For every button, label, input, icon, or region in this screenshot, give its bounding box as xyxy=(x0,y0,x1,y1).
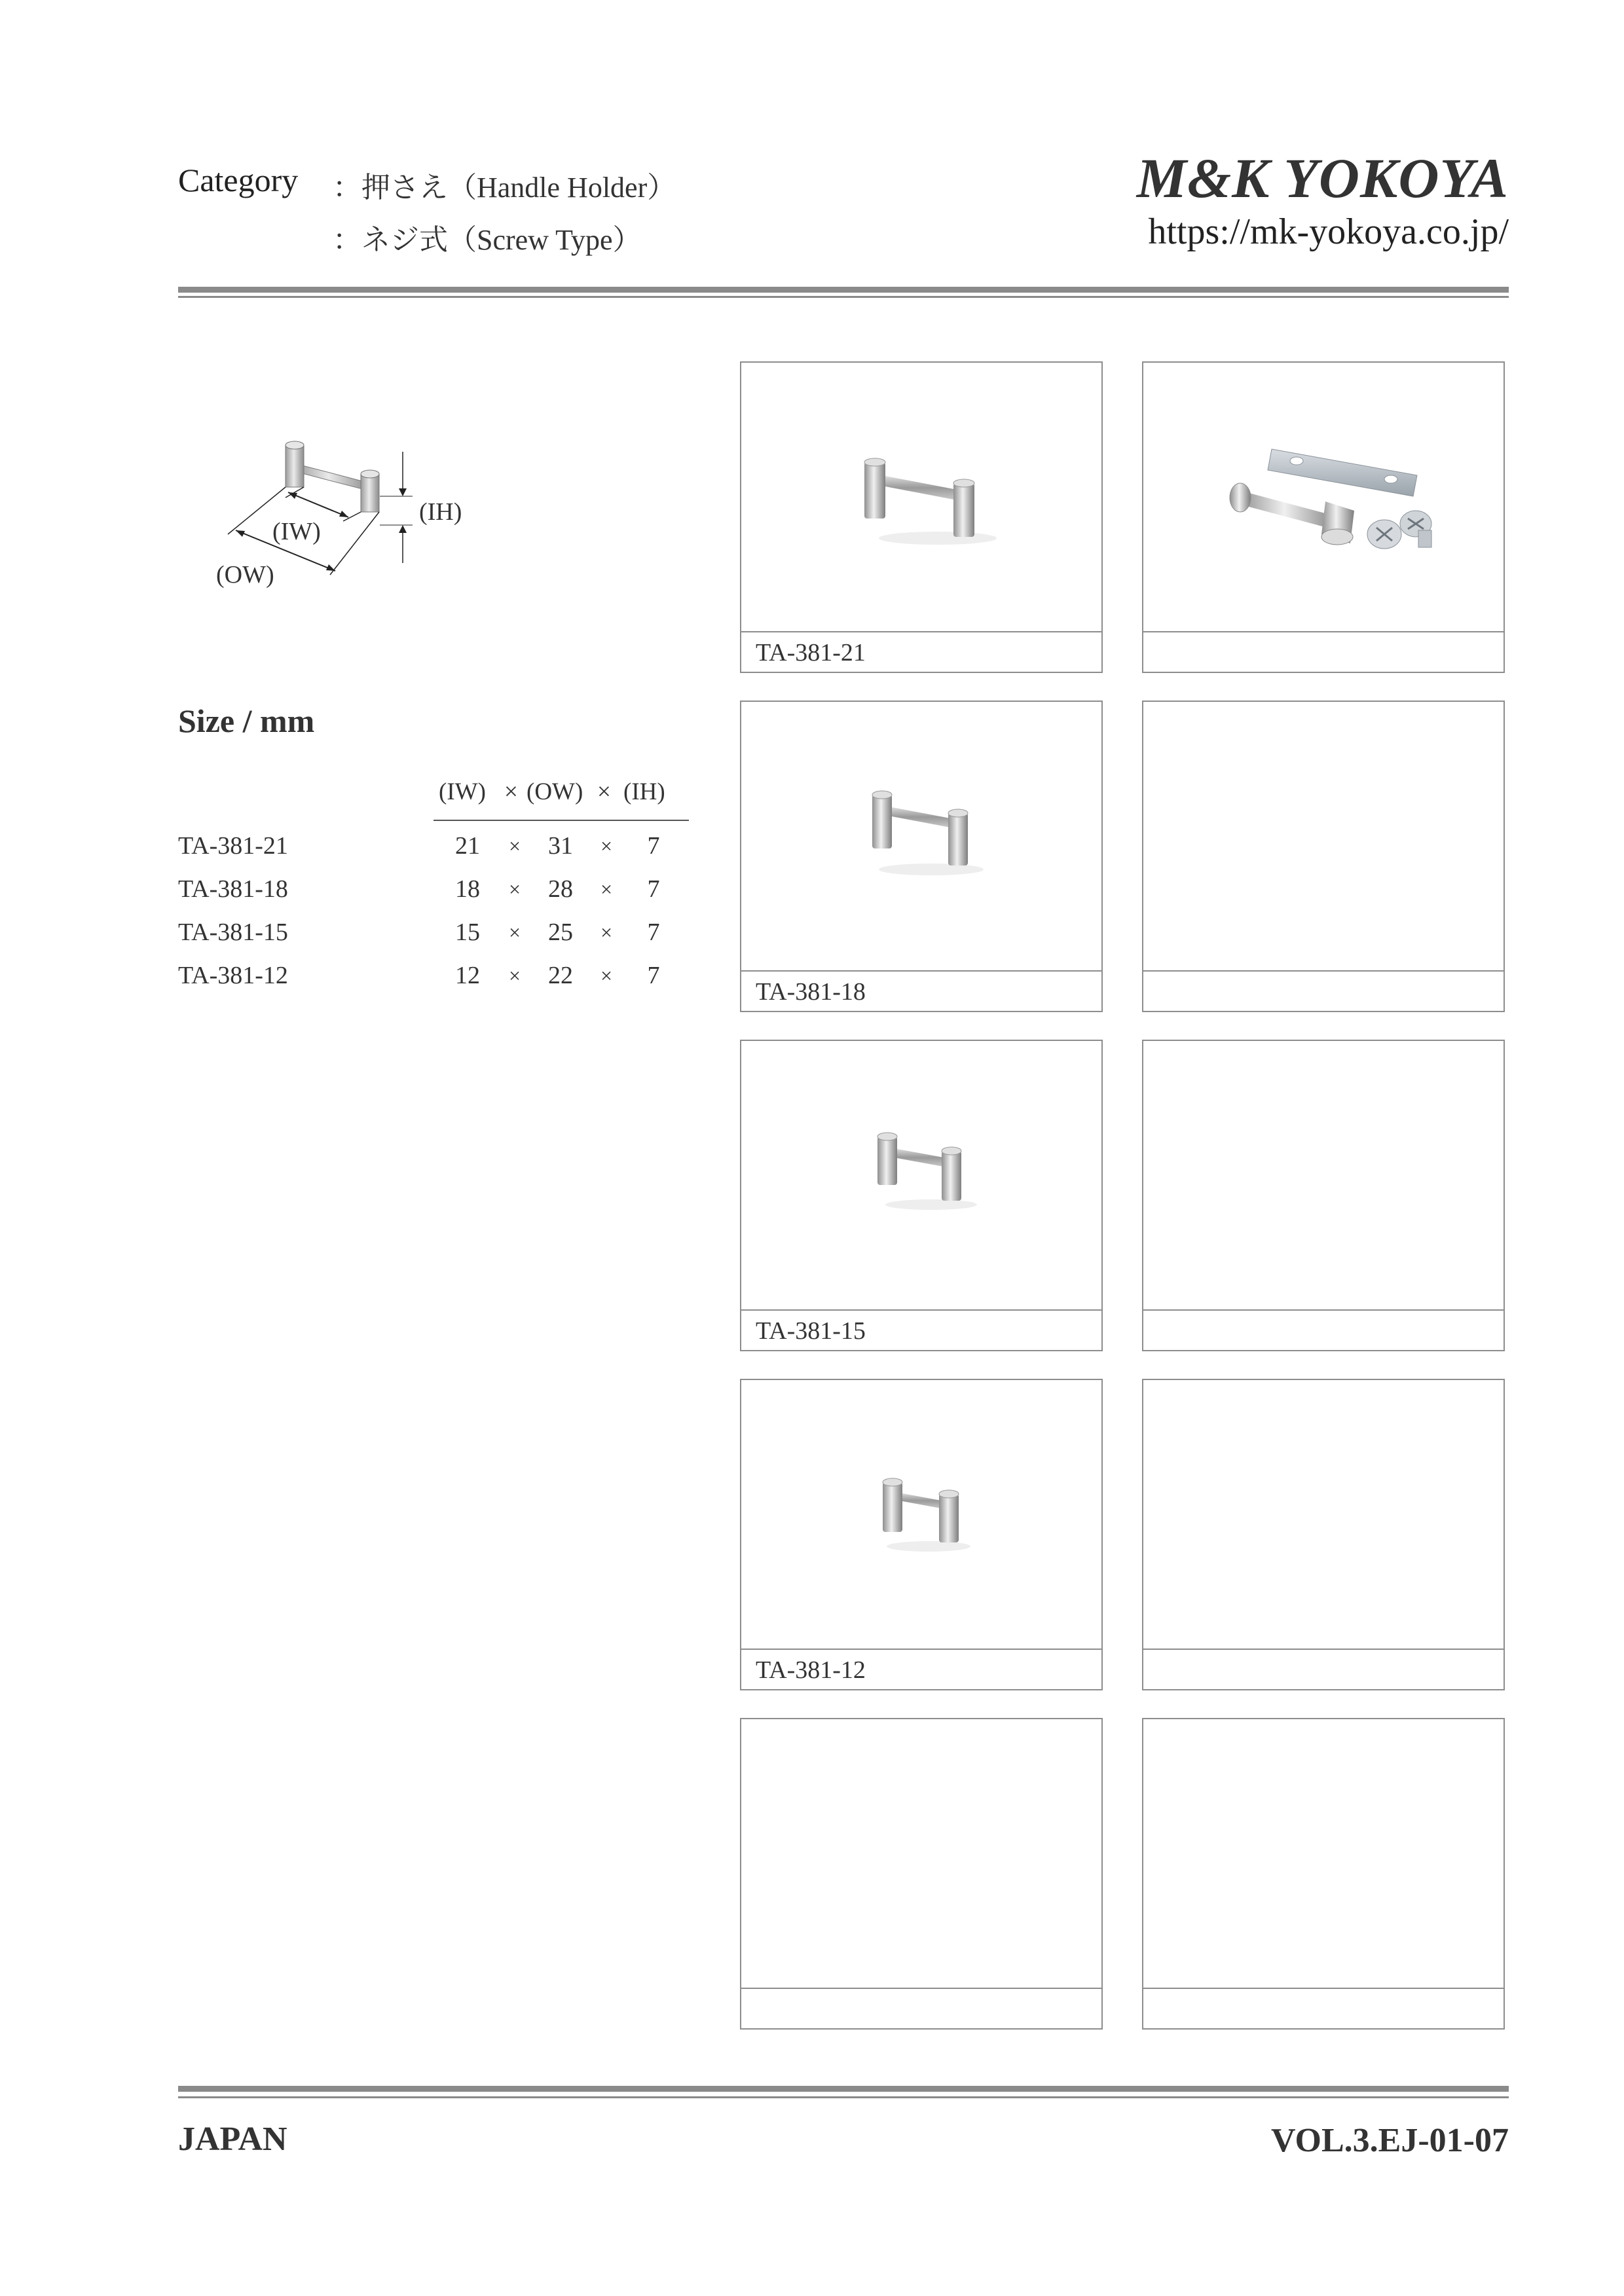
row-ow: 31 xyxy=(548,832,573,860)
row-iw: 15 xyxy=(455,919,480,946)
row-model: TA-381-18 xyxy=(178,875,288,903)
category-label: Category xyxy=(178,162,299,198)
row-model: TA-381-15 xyxy=(178,919,288,946)
header-iw: (IW) xyxy=(439,778,486,805)
row-times: × xyxy=(508,920,521,944)
row-ih: 7 xyxy=(647,962,660,989)
dimension-diagram xyxy=(196,432,498,602)
product-card[interactable] xyxy=(740,701,1103,1012)
label-ih: (IH) xyxy=(419,498,462,526)
row-times: × xyxy=(508,877,521,901)
product-caption xyxy=(1143,1649,1504,1690)
product-caption xyxy=(741,1988,1101,2030)
header-rule-thin xyxy=(178,296,1509,298)
handle-with-plate-and-screws-icon xyxy=(1143,363,1506,631)
header-rule-thick xyxy=(178,287,1509,293)
product-card[interactable] xyxy=(1142,1718,1505,2030)
product-image xyxy=(1143,1719,1504,1988)
product-caption xyxy=(1143,970,1504,1012)
brand-logo: M&K YOKOYA xyxy=(1136,147,1509,210)
row-times: × xyxy=(600,964,613,987)
handle-holder-icon xyxy=(741,702,1104,970)
product-image xyxy=(1143,1041,1504,1309)
table-header-rule xyxy=(434,820,689,821)
product-caption: TA-381-18 xyxy=(741,970,1101,1012)
header-ow: (OW) xyxy=(526,778,583,805)
product-caption: TA-381-12 xyxy=(741,1649,1101,1690)
row-iw: 18 xyxy=(455,875,480,903)
row-times: × xyxy=(600,920,613,944)
label-ow: (OW) xyxy=(216,561,274,589)
product-caption: TA-381-15 xyxy=(741,1309,1101,1351)
row-ow: 28 xyxy=(548,875,573,903)
website-link[interactable]: https://mk-yokoya.co.jp/ xyxy=(1148,211,1509,252)
product-card[interactable] xyxy=(740,1379,1103,1690)
product-caption xyxy=(1143,631,1504,673)
row-ow: 22 xyxy=(548,962,573,989)
footer-rule-thin xyxy=(178,2096,1509,2098)
label-iw: (IW) xyxy=(272,518,321,545)
product-caption xyxy=(1143,1309,1504,1351)
header-ih: (IH) xyxy=(623,778,665,805)
product-card[interactable] xyxy=(740,1718,1103,2030)
product-caption: TA-381-21 xyxy=(741,631,1101,673)
product-card[interactable] xyxy=(1142,1040,1505,1351)
footer-country: JAPAN xyxy=(178,2121,287,2158)
size-title: Size / mm xyxy=(178,702,315,739)
row-ih: 7 xyxy=(647,919,660,946)
product-card[interactable] xyxy=(1142,1379,1505,1690)
product-image xyxy=(1143,363,1504,631)
header-times-1: × xyxy=(504,778,518,805)
row-times: × xyxy=(600,834,613,858)
row-ow: 25 xyxy=(548,919,573,946)
row-times: × xyxy=(508,964,521,987)
row-iw: 21 xyxy=(455,832,480,860)
product-caption xyxy=(1143,1988,1504,2030)
product-image xyxy=(741,1380,1101,1649)
handle-holder-icon xyxy=(741,1041,1104,1309)
row-ih: 7 xyxy=(647,875,660,903)
handle-holder-icon xyxy=(741,363,1104,631)
product-image xyxy=(1143,702,1504,970)
product-card[interactable] xyxy=(740,1040,1103,1351)
handle-holder-icon xyxy=(741,1380,1104,1649)
product-card[interactable] xyxy=(1142,361,1505,673)
category-value-handle-holder: ：押さえ（Handle Holder） xyxy=(333,172,676,204)
row-ih: 7 xyxy=(647,832,660,860)
product-card[interactable] xyxy=(1142,701,1505,1012)
product-image xyxy=(741,1719,1101,1988)
row-times: × xyxy=(600,877,613,901)
product-image xyxy=(741,1041,1101,1309)
product-image xyxy=(741,363,1101,631)
row-model: TA-381-12 xyxy=(178,962,288,989)
row-iw: 12 xyxy=(455,962,480,989)
footer-rule-thick xyxy=(178,2086,1509,2092)
row-model: TA-381-21 xyxy=(178,832,288,860)
product-card[interactable] xyxy=(740,361,1103,673)
header-times-2: × xyxy=(597,778,611,805)
product-image xyxy=(741,702,1101,970)
product-image xyxy=(1143,1380,1504,1649)
footer-page-code: VOL.3.EJ-01-07 xyxy=(1271,2122,1509,2159)
category-value-screw-type: ：ネジ式（Screw Type） xyxy=(333,224,642,256)
row-times: × xyxy=(508,834,521,858)
